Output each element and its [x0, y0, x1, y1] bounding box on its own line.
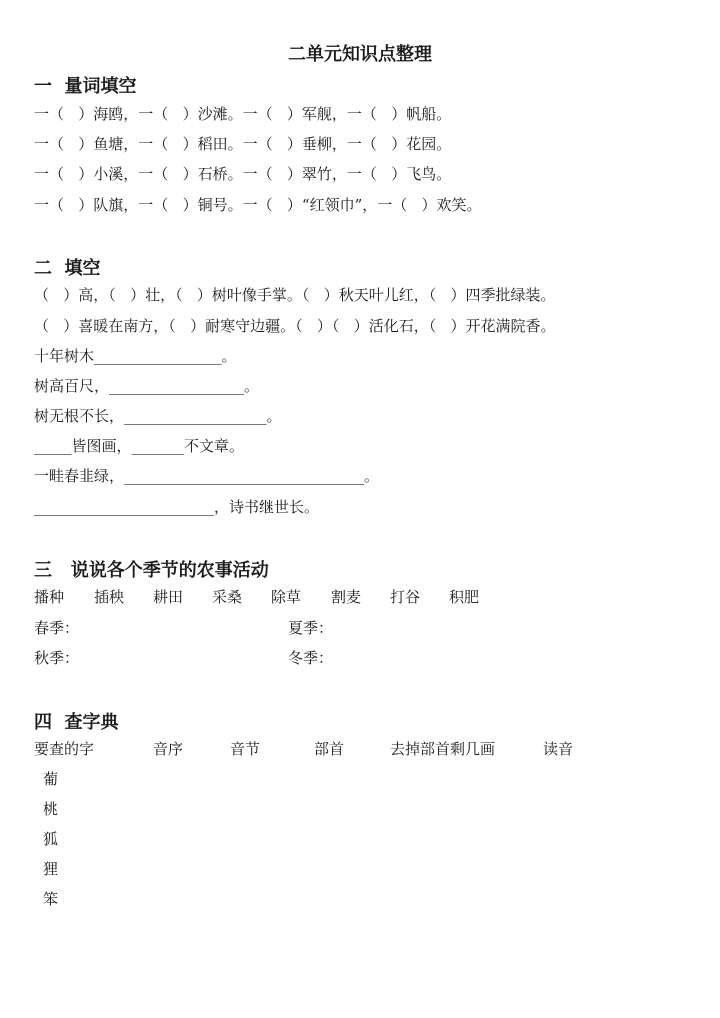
section4-heading: 四 查字典: [34, 712, 119, 733]
lookup-char: 笨: [43, 890, 59, 908]
lookup-char: 葡: [43, 770, 59, 788]
section2-line: _____皆图画，_______不文章。: [34, 437, 245, 455]
activity-item: 耕田: [153, 588, 184, 606]
spring-label: 春季：: [34, 619, 80, 637]
column-header: 去掉部首剩几画: [390, 740, 496, 758]
section2-line: 树无根不长，___________________。: [34, 407, 282, 425]
activity-item: 插秧: [94, 588, 125, 606]
lookup-char: 狸: [43, 860, 59, 878]
section2-heading: 二 填空: [34, 258, 101, 279]
activity-item: 播种: [34, 588, 65, 606]
activity-item: 采桑: [212, 588, 243, 606]
autumn-label: 秋季：: [34, 649, 80, 667]
activity-item: 割麦: [331, 588, 362, 606]
section1-line: 一（ ）小溪，一（ ）石桥。一（ ）翠竹，一（ ）飞鸟。: [34, 165, 452, 183]
winter-label: 冬季：: [288, 649, 334, 667]
column-header: 读音: [543, 740, 574, 758]
section2-line: 十年树木_________________。: [34, 347, 237, 365]
activity-item: 除草: [271, 588, 302, 606]
section3-heading: 三 说说各个季节的农事活动: [34, 560, 269, 581]
section1-line: 一（ ）海鸥，一（ ）沙滩。一（ ）军舰，一（ ）帆船。: [34, 105, 452, 123]
section2-line: （ ）高，（ ）壮，（ ）树叶像手掌。（ ）秋天叶儿红，（ ）四季批绿装。: [34, 286, 556, 304]
column-header: 部首: [314, 740, 345, 758]
section1-line: 一（ ）队旗，一（ ）铜号。一（ ）“红领巾”，一（ ）欢笑。: [34, 196, 482, 214]
column-header: 音节: [230, 740, 261, 758]
section2-line: 一畦春韭绿，________________________________。: [34, 467, 380, 485]
summer-label: 夏季：: [288, 619, 334, 637]
column-header: 要查的字: [34, 740, 95, 758]
activity-item: 积肥: [449, 588, 480, 606]
section2-line: ________________________，诗书继世长。: [34, 498, 320, 516]
column-header: 音序: [153, 740, 184, 758]
activity-item: 打谷: [390, 588, 421, 606]
section1-line: 一（ ）鱼塘，一（ ）稻田。一（ ）垂柳，一（ ）花园。: [34, 135, 452, 153]
section2-line: 树高百尺，__________________。: [34, 377, 260, 395]
section1-heading: 一 量词填空: [34, 76, 137, 97]
section2-line: （ ）喜暖在南方，（ ）耐寒守边疆。（ ）（ ）活化石，（ ）开花满院香。: [34, 317, 556, 335]
page-title: 二单元知识点整理: [288, 44, 432, 65]
lookup-char: 桃: [43, 800, 59, 818]
lookup-char: 狐: [43, 830, 59, 848]
